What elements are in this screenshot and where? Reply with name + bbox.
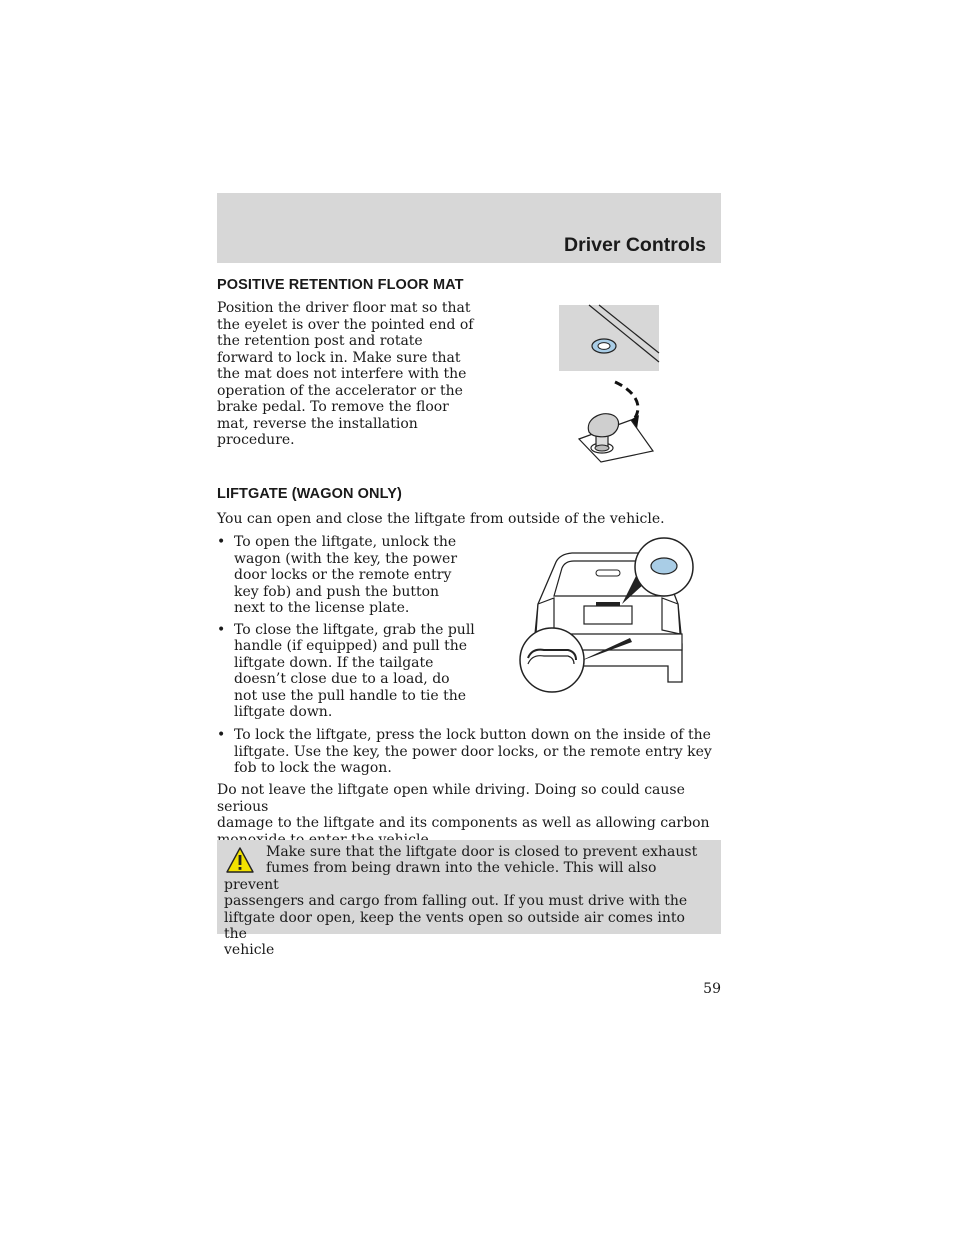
page-number: 59 xyxy=(703,981,721,997)
warning-text xyxy=(224,844,709,959)
text-line: next to the license plate. xyxy=(234,600,410,616)
text-line: To open the liftgate, unlock the xyxy=(234,534,457,550)
bullet-dot: • xyxy=(217,727,226,743)
liftgate-illustration xyxy=(518,534,698,694)
text-line: fob to lock the wagon. xyxy=(234,760,392,776)
floor-mat-illustration xyxy=(555,302,665,464)
text-line: brake pedal. To remove the floor xyxy=(217,399,449,415)
text-line: the mat does not interfere with the xyxy=(217,366,467,382)
text-line: handle (if equipped) and pull the xyxy=(234,638,468,654)
liftgate-bullets-bottom xyxy=(217,727,721,782)
text-line: To lock the liftgate, press the lock button down on the inside of the xyxy=(234,727,711,743)
text-line: liftgate. Use the key, the power door locks, or the remote entry key xyxy=(234,743,712,760)
liftgate-heading: LIFTGATE (WAGON ONLY) xyxy=(217,486,402,502)
list-item xyxy=(217,622,477,721)
text-line: passengers and cargo from falling out. If you must drive with the xyxy=(224,893,688,910)
list-item xyxy=(217,534,477,617)
list-item xyxy=(217,727,721,777)
text-line: liftgate down. If the tailgate xyxy=(234,654,434,671)
text-line: liftgate door open, keep the vents open so outside air comes into the xyxy=(224,909,685,943)
caution-paragraph xyxy=(217,782,727,848)
warning-box xyxy=(217,840,721,959)
text-line: mat, reverse the installation xyxy=(217,415,418,432)
text-line: To close the liftgate, grab the pull xyxy=(234,621,475,638)
floor-mat-heading: POSITIVE RETENTION FLOOR MAT xyxy=(217,277,464,293)
text-line: forward to lock in. Make sure that xyxy=(217,349,461,366)
text-line: fumes from being drawn into the vehicle. This will also prevent xyxy=(224,860,657,893)
text-line: Make sure that the liftgate door is closed to prevent exhaust xyxy=(266,844,698,860)
text-line: procedure. xyxy=(217,432,295,448)
bullet-dot: • xyxy=(217,621,226,638)
text-line: the eyelet is over the pointed end of xyxy=(217,316,474,333)
text-line: damage to the liftgate and its components as well as allowing carbon xyxy=(217,815,710,831)
liftgate-intro: You can open and close the liftgate from outside of the vehicle. xyxy=(217,511,665,527)
liftgate-bullets-top xyxy=(217,534,477,726)
section-title: Driver Controls xyxy=(564,234,706,256)
bullet-dot: • xyxy=(217,534,226,550)
text-line: doesn’t close due to a load, do xyxy=(234,671,450,687)
text-line: key fob) and push the button xyxy=(234,583,440,600)
text-line: Do not leave the liftgate open while driving. Doing so could cause serious xyxy=(217,782,685,815)
text-line: operation of the accelerator or the xyxy=(217,382,463,399)
text-line: liftgate down. xyxy=(234,704,333,720)
text-line: Position the driver floor mat so that xyxy=(217,300,471,316)
floor-mat-paragraph xyxy=(217,300,487,449)
text-line: the retention post and rotate xyxy=(217,333,423,349)
text-line: wagon (with the key, the power xyxy=(234,550,458,567)
text-line: not use the pull handle to tie the xyxy=(234,687,467,704)
text-line: vehicle xyxy=(224,942,275,959)
header-band xyxy=(217,193,721,263)
text-line: door locks or the remote entry xyxy=(234,567,452,583)
